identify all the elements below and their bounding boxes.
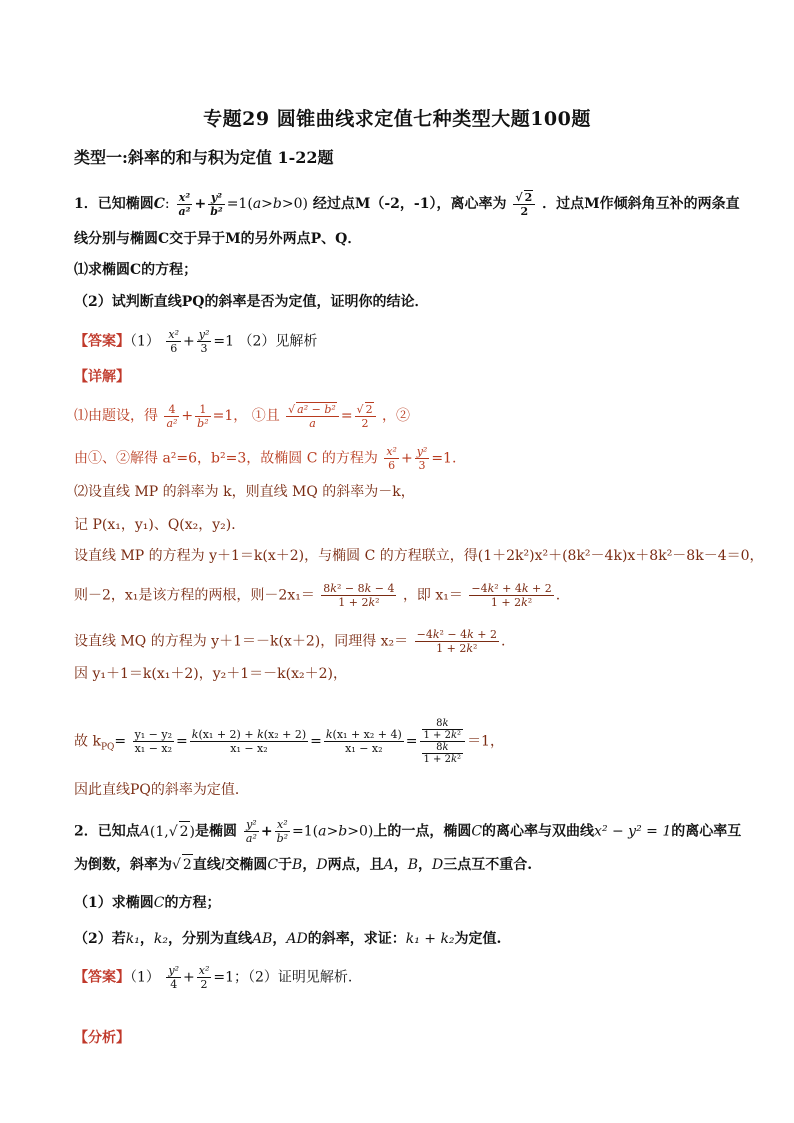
problem-1-number: 1．已知椭圆 <box>74 196 154 212</box>
problem-1-answer: 【答案】（1） $\frac{\text{x²}}{6}$ + $\frac{\text{y²}}{3}$ =1 （2）见解析 <box>74 328 318 355</box>
answer-tag: 【答案】 <box>74 969 130 986</box>
solution-step-7: 设直线 MQ 的方程为 y＋1＝－k(x＋2)，同理得 x₂＝ $\frac{\text{−4k² − 4k + 2}}{\text{1 + 2k²}}$ . <box>74 628 506 655</box>
problem-2-statement: 2．已知点A(1,√ 2)是椭圆 $\frac{\text{y²}}{\text{a²}}$ + $\frac{\text{x²}}{\text{b²}}$ =1(a>b>0)上的一点，椭圆C的离心率与双曲线x² − y² = 1的离心率互 <box>74 818 742 845</box>
problem-2-statement-cont: 为倒数，斜率为√ 2直线l交椭圆C于B，D两点，且A，B，D三点互不重合. <box>74 854 532 875</box>
solution-step-3: ⑵设直线 MP 的斜率为 k，则直线 MQ 的斜率为－k， <box>74 484 415 500</box>
solution-step-9: 故 $k_{PQ}=$ $\frac{\text{y₁ − y₂}}{\text{x₁ − x₂}}$ = $\frac{\text{k(x₁ + 2) + k(x₂ + 2)}}{\text{x₁ − x₂}}$ = $\frac{\text{k(x₁ + x₂ + 4)}}{\text{x₁ − x₂}}$ = $\frac{\frac{8k}{\text{1 + 2k²}}}{\frac{8k}{\text{1 + 2k²}}}$ ＝1， <box>74 718 504 765</box>
problem-2-question-2: （2）若k₁，k₂，分别为直线AB，AD的斜率，求证：k₁ + k₂为定值. <box>74 931 502 947</box>
section-heading: 类型一:斜率的和与积为定值 1-22题 <box>74 148 334 167</box>
detail-tag: 【详解】 <box>74 369 130 385</box>
solution-step-2: 由①、②解得 a²=6，b²=3，故椭圆 C 的方程为 $\frac{\text{x²}}{6}$ + $\frac{\text{y²}}{3}$ =1. <box>74 445 457 472</box>
problem-1-question-1: ⑴求椭圆C的方程； <box>74 262 198 278</box>
problem-1-statement: 1．已知椭圆C: $\frac{\text{x²}}{\text{a²}}$ + $\frac{\text{y²}}{\text{b²}}$ =1(a>b>0) 经过点M（-2，-1），离心率为 $\frac{√ 2}{2}$ ．过点M作倾斜角互补的两条直 <box>74 190 740 218</box>
problem-2-answer: 【答案】（1） $\frac{\text{y²}}{4}$ + $\frac{\text{x²}}{2}$ =1；（2）证明见解析. <box>74 964 353 991</box>
solution-step-1: ⑴由题设，得 $\frac{4}{\text{a²}}$ + $\frac{1}{\text{b²}}$ =1， ①且 $\frac{\text{√ a² − b²}}{a}$ = $\frac{√ 2}{2}$ ，② <box>74 402 411 430</box>
answer-tag: 【答案】 <box>74 333 130 350</box>
analysis-tag: 【分析】 <box>74 1030 130 1046</box>
solution-step-5: 设直线 MP 的方程为 y＋1＝k(x＋2)，与椭圆 C 的方程联立，得(1＋2k²)x²＋(8k²－4k)x＋8k²－8k－4＝0， <box>74 548 764 564</box>
solution-step-8: 因 y₁＋1＝k(x₁＋2)，y₂＋1＝－k(x₂＋2)， <box>74 666 347 682</box>
solution-step-6: 则－2，x₁是该方程的两根，则－2x₁＝ $\frac{\text{8k² − 8k − 4}}{\text{1 + 2k²}}$ ，即 x₁＝ $\frac{\text{−4k² + 4k + 2}}{\text{1 + 2k²}}$ . <box>74 582 561 609</box>
fraction: $\frac{\text{x²}}{\text{a²}}$ <box>178 190 191 218</box>
solution-step-4: 记 P(x₁，y₁)、Q(x₂，y₂)． <box>74 517 246 533</box>
page-title: 专题29 圆锥曲线求定值七种类型大题100题 <box>203 108 591 130</box>
problem-2-question-1: （1）求椭圆C的方程； <box>74 895 221 911</box>
problem-1-question-2: （2）试判断直线PQ的斜率是否为定值，证明你的结论． <box>74 294 429 310</box>
solution-conclusion: 因此直线PQ的斜率为定值． <box>74 782 249 798</box>
problem-1-statement-cont: 线分别与椭圆C交于异于M的另外两点P、Q． <box>74 231 362 247</box>
